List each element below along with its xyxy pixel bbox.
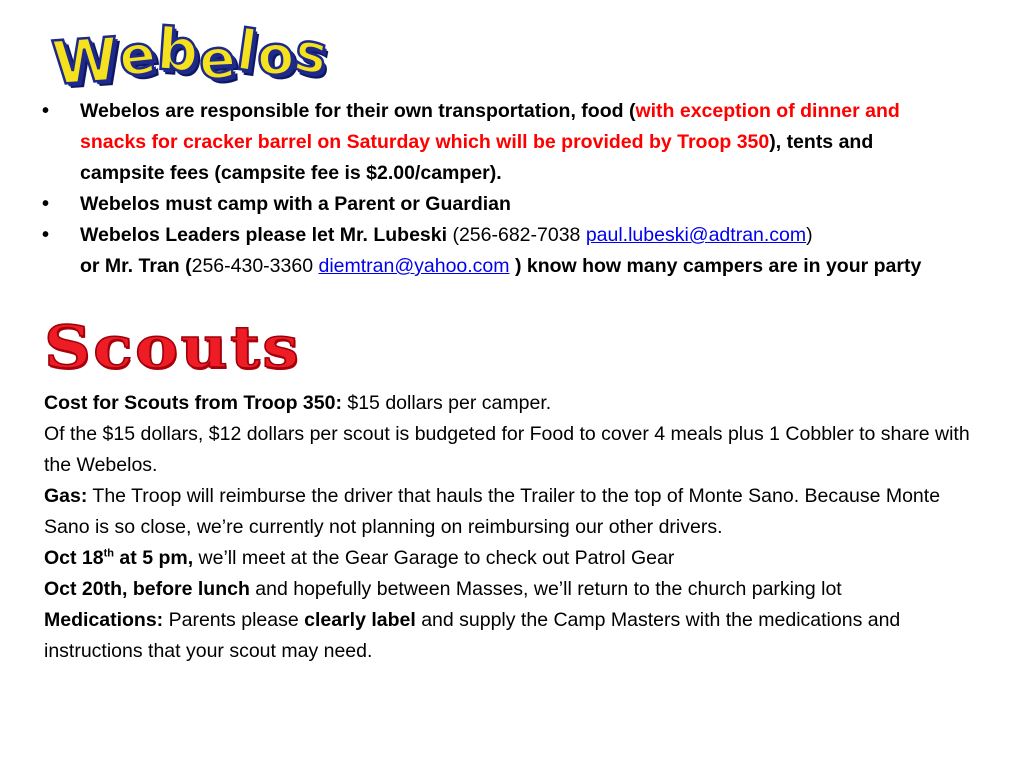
webelos-bullet-list [40,96,960,282]
webelos-letter: e [197,27,239,92]
medications-paragraph [44,605,989,667]
oct18-text: we’ll meet at the Gear Garage to check out Patrol Gear [193,547,675,569]
bullet-dot: • [42,193,50,215]
bullet-text: Webelos are responsible for their own transportation, food ( [80,100,636,122]
oct18-ordinal: th [103,547,115,560]
oct18-paragraph [44,543,989,574]
bullet-dot: • [42,224,50,246]
oct18-time: at 5 pm, [114,547,194,569]
oct20-label: Oct 20th, before lunch [44,578,250,600]
webelos-letter: e [115,22,160,89]
scouts-title-logo: Scouts [44,313,302,381]
oct18-label: Oct 18 [44,547,104,569]
bullet-text: or Mr. Tran ( [80,255,192,277]
lubeski-phone: (256-682-7038 [452,224,586,246]
tran-phone: 256-430-3360 [191,255,319,277]
oct20-text: and hopefully between Masses, we’ll return to the church parking lot [249,578,842,600]
food-budget-text: Of the $15 dollars, $12 dollars per scout is budgeted for Food to cover 4 meals plus 1 Cobbler to share with the Webelos. [44,423,970,476]
medications-label: Medications: [44,609,164,631]
bullet-text: ) know how many campers are in your party [509,255,922,277]
bullet-text: ) [806,224,813,246]
medications-text: and supply the Camp Masters with the medications and instructions that your scout may need. [44,609,901,662]
bullet-dot: • [42,100,50,122]
gas-text: The Troop will reimburse the driver that hauls the Trailer to the top of Monte Sano. Because Monte Sano is so close, we’re currently not planning on reimbursing our other drivers. [44,485,941,538]
cost-value: $15 dollars per camper. [341,392,552,414]
scouts-details [44,388,989,667]
cost-label: Cost for Scouts from Troop 350: [44,392,342,414]
lubeski-email-link[interactable]: paul.lubeski@adtran.com [585,224,807,246]
webelos-letter: b [154,14,202,86]
gas-label: Gas: [44,485,88,507]
gas-paragraph [44,481,989,543]
webelos-letter: s [290,19,334,88]
webelos-title-logo [49,14,422,100]
tran-email-link[interactable]: diemtran@yahoo.com [318,255,510,277]
bullet-text: Webelos must camp with a Parent or Guardian [80,193,511,215]
bullet-item-leaders [40,220,960,282]
webelos-letter: o [254,22,298,89]
bullet-text: Webelos Leaders please let Mr. Lubeski [80,224,453,246]
webelos-letter: W [49,24,122,100]
bullet-item-parent [40,189,960,220]
cracker-barrel-note: with exception of dinner and snacks for cracker barrel on Saturday which will be provided by Troop 350 [80,100,900,153]
bullet-item-responsibilities [40,96,960,189]
oct20-paragraph [44,574,989,605]
cost-paragraph [44,388,989,481]
webelos-letter: l [232,17,262,86]
medications-text: Parents please [163,609,305,631]
medications-emphasis: clearly label [304,609,416,631]
bullet-text: ), tents and campsite fees (campsite fee is $2.00/camper). [80,131,874,184]
